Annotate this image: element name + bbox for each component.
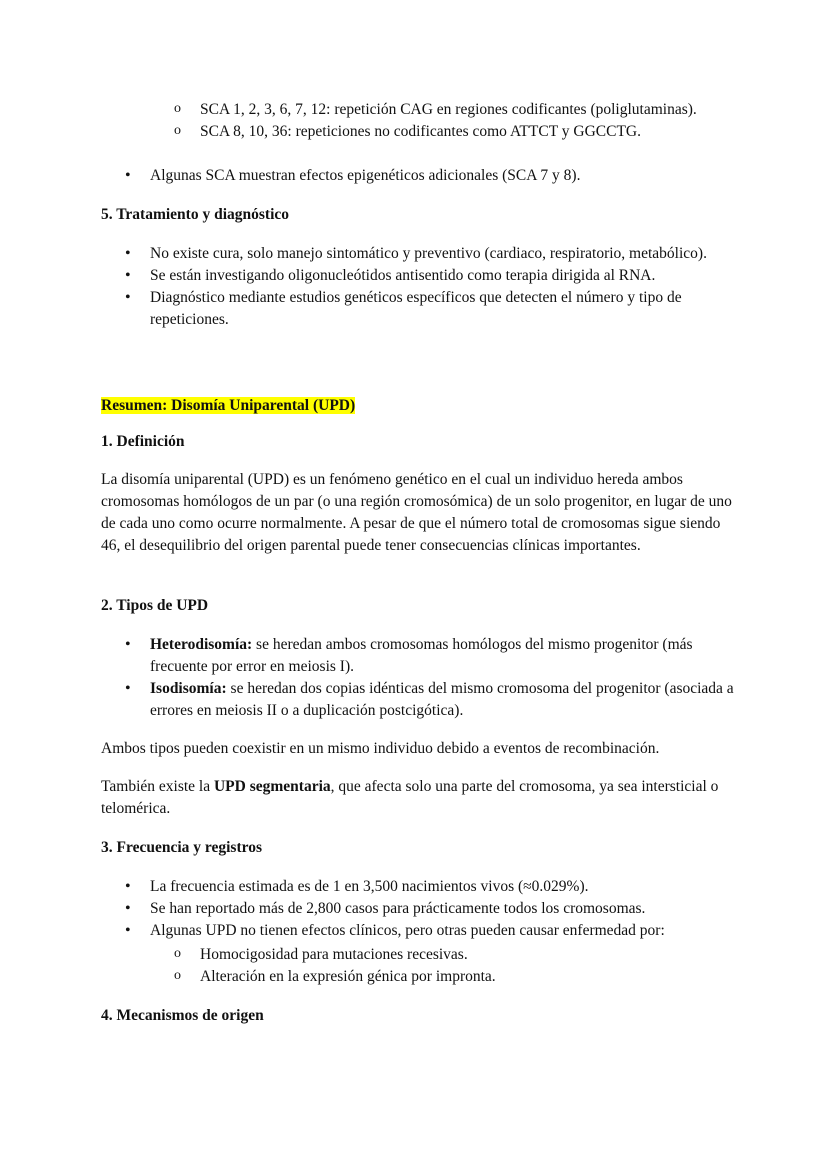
section-heading-mechanisms: 4. Mecanismos de origen <box>101 1007 264 1024</box>
list-item: • Diagnóstico mediante estudios genéticos específicos que detecten el número y tipo de repeticiones. <box>150 287 740 331</box>
list-item: o Homocigosidad para mutaciones recesivas. <box>200 944 740 966</box>
section-heading-frequency: 3. Frecuencia y registros <box>101 839 262 856</box>
both-types-paragraph: Ambos tipos pueden coexistir en un mismo individuo debido a eventos de recombinación. <box>101 740 660 757</box>
frequency-sublist <box>200 944 740 988</box>
text-run: , que afecta solo una parte del cromosoma, ya sea intersticial o telomérica. <box>101 778 719 817</box>
term-heterodisomia: Heterodisomía: <box>150 636 253 653</box>
segmental-upd-paragraph <box>101 776 741 820</box>
list-item: • Algunas SCA muestran efectos epigenéticos adicionales (SCA 7 y 8). <box>150 165 740 187</box>
list-item: o SCA 1, 2, 3, 6, 7, 12: repetición CAG en regiones codificantes (poliglutaminas). <box>200 99 740 121</box>
section-heading-treatment: 5. Tratamiento y diagnóstico <box>101 206 290 223</box>
treatment-list <box>150 243 740 331</box>
definition-paragraph: La disomía uniparental (UPD) es un fenómeno genético en el cual un individuo hereda ambos cromosomas homólogos de un par (o una región cromosómica) de un solo progenitor, en lugar de uno de cada uno como ocurre normalmente. A pesar de que el número total de cromosomas sigue siendo 46, el desequilibrio del origen parental puede tener consecuencias clínicas importantes. <box>101 471 732 554</box>
term-isodisomia: Isodisomía: <box>150 680 227 697</box>
summary-title <box>101 395 355 417</box>
upd-types-list <box>150 634 740 722</box>
list-item <box>150 678 740 722</box>
sca-type-list <box>200 99 740 143</box>
list-item <box>150 634 740 678</box>
term-description: se heredan ambos cromosomas homólogos del mismo progenitor (más frecuente por error en meiosis I). <box>150 636 693 675</box>
text-run: También existe la <box>101 778 214 795</box>
term-upd-segmentaria: UPD segmentaria <box>213 778 331 795</box>
frequency-list <box>150 876 740 942</box>
list-item: • Algunas UPD no tienen efectos clínicos, pero otras pueden causar enfermedad por: <box>150 920 740 942</box>
sca-epigenetic-list <box>150 165 740 187</box>
list-item: o SCA 8, 10, 36: repeticiones no codificantes como ATTCT y GGCCTG. <box>200 121 740 143</box>
term-description: se heredan dos copias idénticas del mismo cromosoma del progenitor (asociada a errores en meiosis II o a duplicación postcigótica). <box>150 680 734 719</box>
section-heading-types: 2. Tipos de UPD <box>101 597 209 614</box>
list-item: • No existe cura, solo manejo sintomático y preventivo (cardiaco, respiratorio, metabólico). <box>150 243 740 265</box>
list-item: • La frecuencia estimada es de 1 en 3,500 nacimientos vivos (≈0.029%). <box>150 876 740 898</box>
list-item: • Se están investigando oligonucleótidos antisentido como terapia dirigida al RNA. <box>150 265 740 287</box>
list-item: • Se han reportado más de 2,800 casos para prácticamente todos los cromosomas. <box>150 898 740 920</box>
list-item: o Alteración en la expresión génica por impronta. <box>200 966 740 988</box>
section-heading-definition: 1. Definición <box>101 433 185 450</box>
highlighted-title: Resumen: Disomía Uniparental (UPD) <box>101 397 356 414</box>
